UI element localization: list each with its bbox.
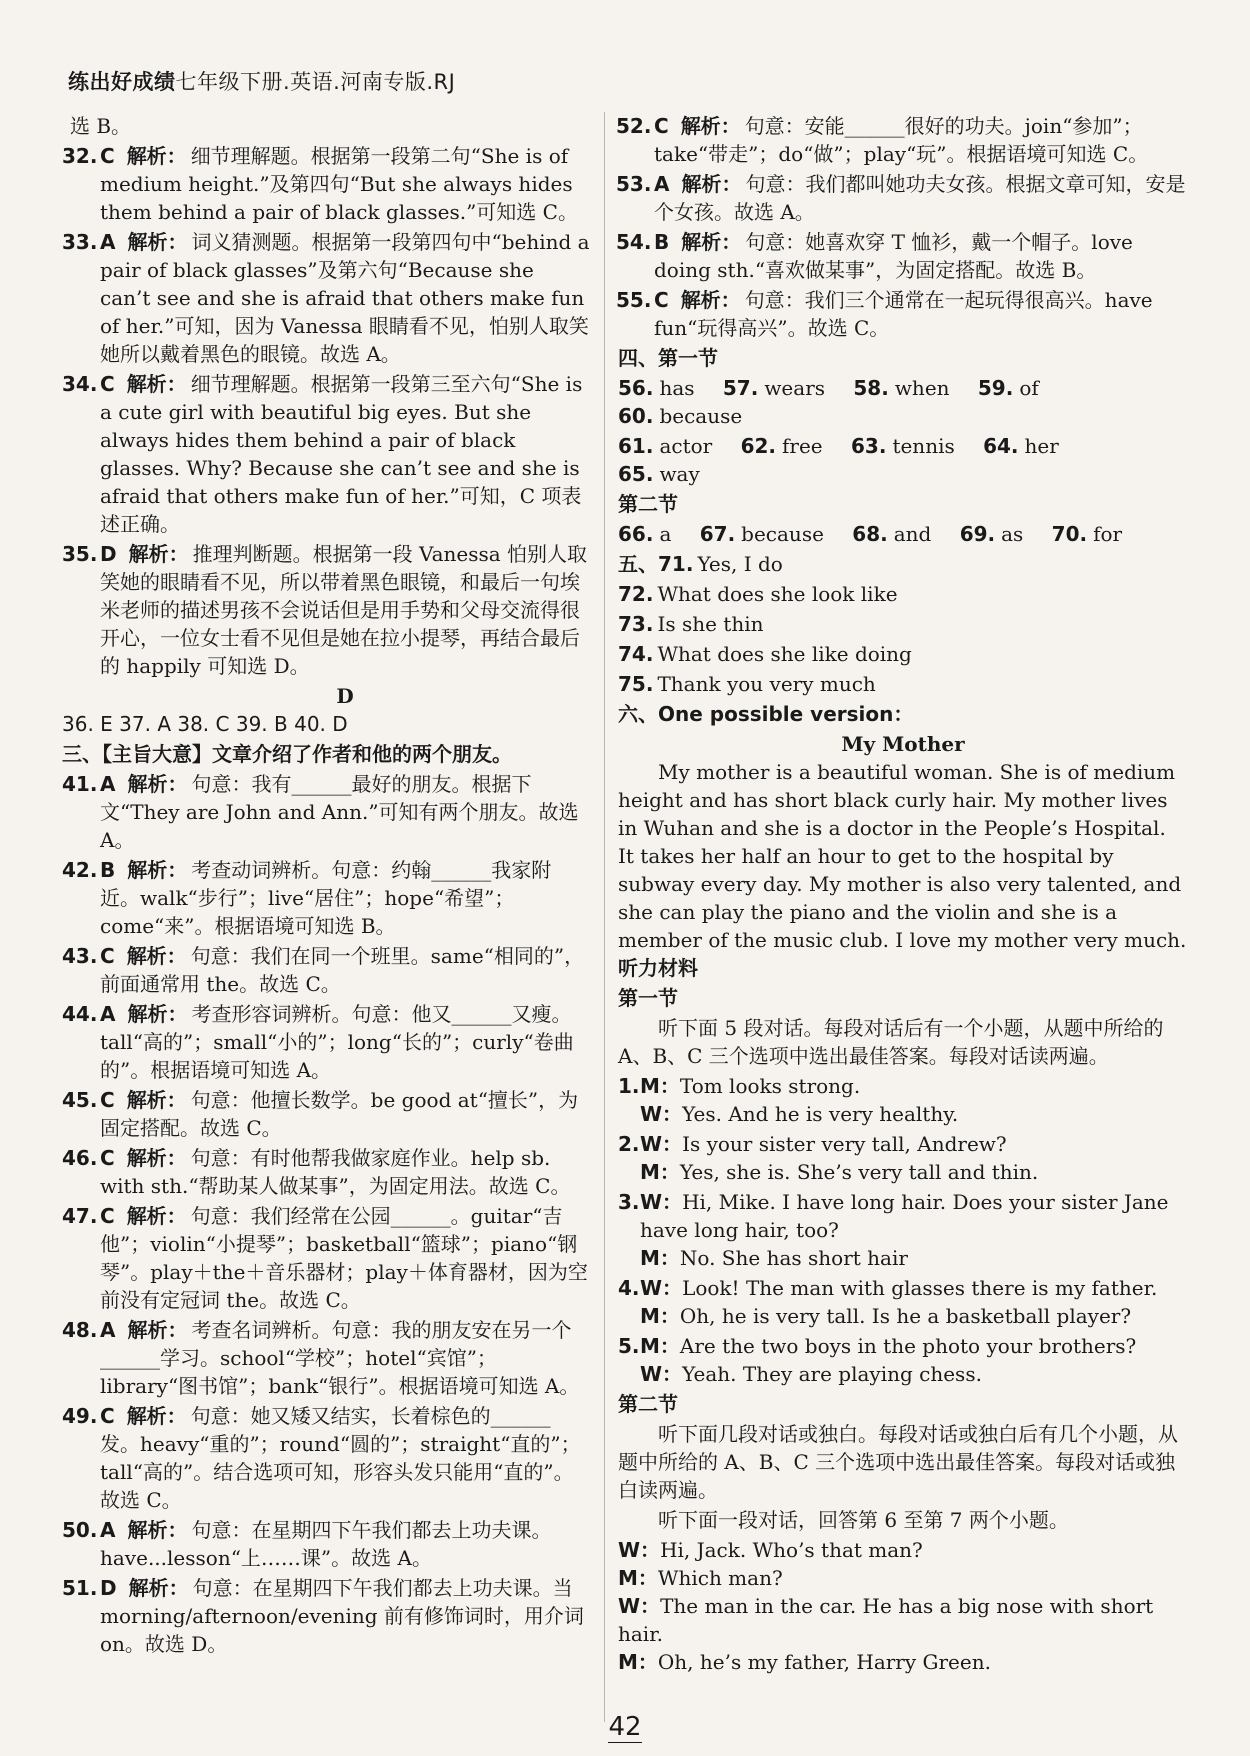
answer-34: 34. C 解析： 细节理解题。根据第一段第三至六句“She is a cute girl with beautiful big eyes. But she always hides them behind a pair of black glasses. Why? Because she can’t see and she is afraid that others make fun of her.”可知，C 项表述正确。 — [62, 372, 583, 536]
answer-53: 53. A 解析： 句意：我们都叫她功夫女孩。根据文章可知，安是个女孩。故选 A。 — [616, 172, 1186, 224]
answer-41: 41. A 解析： 句意：我有______最好的朋友。根据下文“They are John and Ann.”可知有两个朋友。故选 A。 — [62, 772, 579, 852]
listening-intro-2: 听下面几段对话或独白。每段对话或独白后有几个小题，从题中所给的 A、B、C 三个选项中选出最佳答案。每段对话或独白读两遍。 — [618, 1422, 1178, 1502]
listening-heading: 听力材料 — [618, 956, 698, 980]
dialog-6: W：Hi, Jack. Who’s that man? M：Which man? W：The man in the car. He has a big nose with short hair. M：Oh, he’s my father, Harry Green. — [618, 1538, 1154, 1674]
answer-74: 74. What does she like doing — [618, 642, 912, 666]
dialog-2: 2.W：Is your sister very tall, Andrew? M：Yes, she is. She’s very tall and thin. — [618, 1132, 1039, 1184]
answer-33: 33. A 解析： 词义猜测题。根据第一段第四句中“behind a pair of black glasses”及第六句“Because she can’t see and she is afraid that others make fun of her.”可知，因为 Vanessa 眼睛看不见，怕别人取笑她所以戴着黑色的眼镜。故选 A。 — [62, 230, 590, 366]
answers-61-65: 61. actor 62. free 63. tennis 64. her 65. way — [618, 434, 1059, 486]
column-divider — [604, 112, 605, 1722]
section-3-heading: 三、【主旨大意】文章介绍了作者和他的两个朋友。 — [62, 742, 512, 766]
answer-73: 73. Is she thin — [618, 612, 764, 636]
section-4-heading: 四、第一节 — [618, 346, 718, 370]
answer-32: 32. C 解析： 细节理解题。根据第一段第二句“She is of medium height.”及第四句“But she always hides them behind a pair of black glasses.”可知选 C。 — [62, 144, 578, 224]
section-4b-heading: 第二节 — [618, 492, 678, 516]
answer-71: 五、71. Yes, I do — [618, 552, 783, 576]
listening-section-1: 第一节 — [618, 986, 678, 1010]
left-column — [62, 112, 590, 1660]
dialog-4: 4.W：Look! The man with glasses there is my father. M：Oh, he is very tall. Is he a basketball player? — [618, 1276, 1158, 1328]
answer-42: 42. B 解析： 考查动词辨析。句意：约翰______我家附近。walk“步行”；live“居住”；hope“希望”；come“来”。根据语境可知选 B。 — [62, 858, 552, 938]
answer-52: 52. C 解析： 句意：安能______很好的功夫。join“参加”；take“带走”；do“做”；play“玩”。根据语境可知选 C。 — [616, 114, 1149, 166]
dialog-3: 3.W：Hi, Mike. I have long hair. Does your sister Jane have long hair, too? M：No. She has short hair — [618, 1190, 1169, 1270]
essay-body: My mother is a beautiful woman. She is of medium height and has short black curly hair. My mother lives in Wuhan and she is a doctor in the People’s Hospital. It takes her half an hour to get to the hospital by subway every day. My mother is also very talented, and she can play the piano and the violin and she is a member of the music club. I love my mother very much. — [618, 760, 1187, 952]
section-d-heading: D — [336, 684, 354, 708]
running-header — [68, 66, 455, 96]
answer-46: 46. C 解析： 句意：有时他帮我做家庭作业。help sb. with sth.“帮助某人做某事”，为固定用法。故选 C。 — [62, 1146, 571, 1198]
answers-66-70: 66. a 67. because 68. and 69. as 70. for — [618, 522, 1123, 546]
answer-75: 75. Thank you very much — [618, 672, 876, 696]
page-number: 42 — [608, 1712, 642, 1742]
continued-text: 选 B。 — [70, 114, 132, 138]
answer-35: 35. D 解析： 推理判断题。根据第一段 Vanessa 怕别人取笑她的眼睛看不见，所以带着黑色眼镜，和最后一句埃米老师的描述男孩不会说话但是用手势和父母交流得很开心，一位女士看不见但是她在拉小提琴，再结合最后的 happily 可知选 D。 — [62, 542, 588, 678]
answer-47: 47. C 解析： 句意：我们经常在公园______。guitar“吉他”；violin“小提琴”；basketball“篮球”；piano“钢琴”。play＋the＋音乐器材；play＋体育器材，因为空前没有定冠词 the。故选 C。 — [62, 1204, 588, 1312]
dialog-1: 1.M：Tom looks strong. W：Yes. And he is very healthy. — [618, 1074, 959, 1126]
answer-72: 72. What does she look like — [618, 582, 898, 606]
section-d-answers: 36. E 37. A 38. C 39. B 40. D — [62, 712, 348, 736]
dialog-list — [618, 1072, 1188, 1388]
section-6-heading: 六、One possible version： — [618, 702, 914, 726]
book-subtitle: 七年级下册.英语.河南专版.RJ — [175, 70, 456, 94]
listening-intro-3: 听下面一段对话，回答第 6 至第 7 两个小题。 — [658, 1508, 1069, 1532]
answer-48: 48. A 解析： 考查名词辨析。句意：我的朋友安在另一个______学习。school“学校”；hotel“宾馆”；library“图书馆”；bank“银行”。根据语境可知选 A。 — [62, 1318, 580, 1398]
essay-title: My Mother — [841, 732, 965, 756]
answer-50: 50. A 解析： 句意：在星期四下午我们都去上功夫课。have...lesson“上……课”。故选 A。 — [62, 1518, 552, 1570]
answer-43: 43. C 解析： 句意：我们在同一个班里。same“相同的”，前面通常用 the。故选 C。 — [62, 944, 585, 996]
book-series-title: 练出好成绩 — [68, 70, 176, 94]
listening-intro-1: 听下面 5 段对话。每段对话后有一个小题，从题中所给的 A、B、C 三个选项中选出最佳答案。每段对话读两遍。 — [618, 1016, 1164, 1068]
listening-section-2: 第二节 — [618, 1392, 678, 1416]
answer-51: 51. D 解析： 句意：在星期四下午我们都去上功夫课。当 morning/afternoon/evening 前有修饰词时，用介词 on。故选 D。 — [62, 1576, 584, 1656]
answer-55: 55. C 解析： 句意：我们三个通常在一起玩得很高兴。have fun“玩得高兴”。故选 C。 — [616, 288, 1153, 340]
answers-56-60: 56. has 57. wears 58. when 59. of 60. because — [618, 376, 1039, 428]
answer-45: 45. C 解析： 句意：他擅长数学。be good at“擅长”，为固定搭配。故选 C。 — [62, 1088, 579, 1140]
right-column — [618, 112, 1188, 1678]
answer-44: 44. A 解析： 考查形容词辨析。句意：他又______又瘦。tall“高的”；small“小的”；long“长的”；curly“卷曲的”。根据语境可知选 A。 — [62, 1002, 574, 1082]
answer-54: 54. B 解析： 句意：她喜欢穿 T 恤衫，戴一个帽子。love doing sth.“喜欢做某事”，为固定搭配。故选 B。 — [616, 230, 1133, 282]
dialog-5: 5.M：Are the two boys in the photo your brothers? W：Yeah. They are playing chess. — [618, 1334, 1137, 1386]
answer-49: 49. C 解析： 句意：她又矮又结实，长着棕色的______发。heavy“重的”；round“圆的”；straight“直的”；tall“高的”。结合选项可知，形容头发只能用“直的”。故选 C。 — [62, 1404, 581, 1512]
